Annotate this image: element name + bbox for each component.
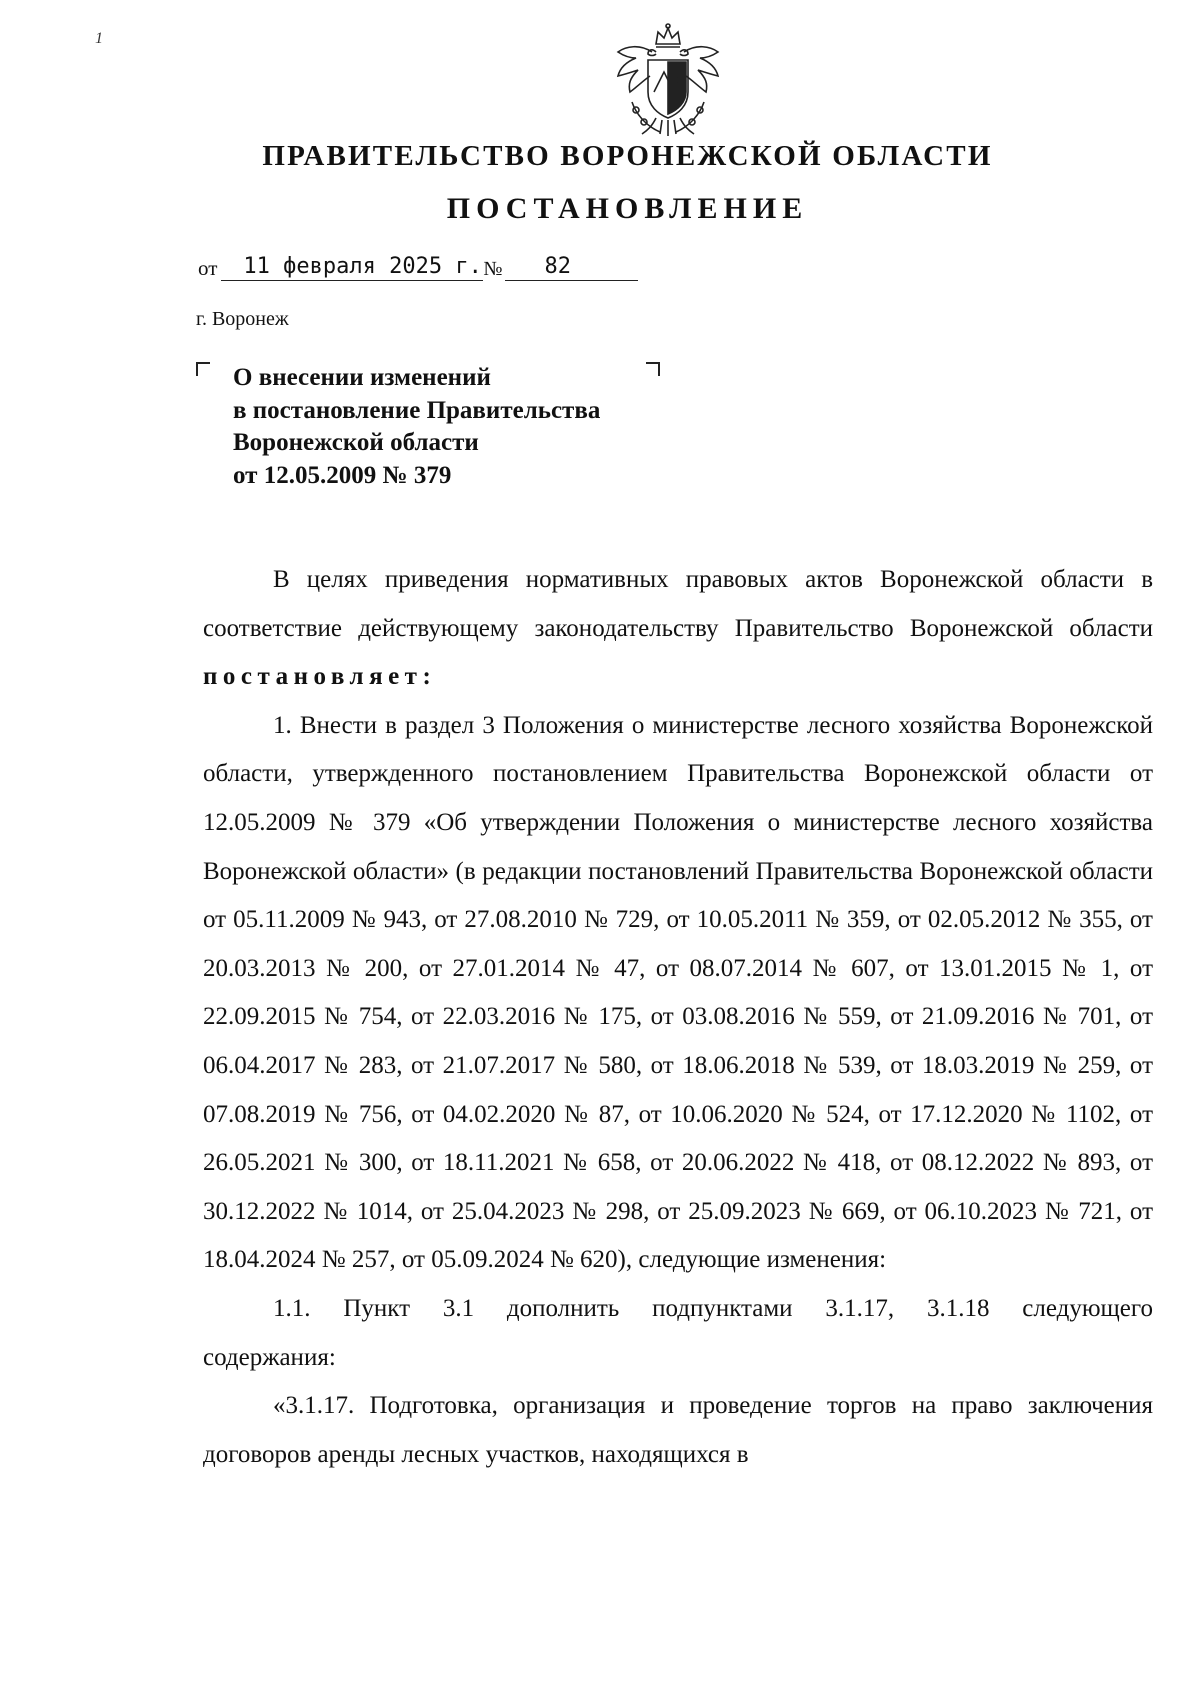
number-label: № bbox=[483, 258, 503, 280]
city: г. Воронеж bbox=[196, 308, 289, 330]
preamble-text: В целях приведения нормативных правовых актов Воронежской области в соответствие действующему законодательству Правительство Воронежской области bbox=[203, 566, 1153, 642]
preamble-paragraph bbox=[203, 556, 1153, 702]
item-3-1-17-paragraph: «3.1.17. Подготовка, организация и проведение торгов на право заключения договоров аренды лесных участков, находящихся в bbox=[203, 1392, 1153, 1468]
subject-line: О внесении изменений bbox=[233, 364, 491, 391]
item-1-1-paragraph: 1.1. Пункт 3.1 дополнить подпунктами 3.1.17, 3.1.18 следующего содержания: bbox=[203, 1294, 1153, 1371]
decree-word: постановляет: bbox=[203, 663, 437, 691]
subject-line: в постановление Правительства bbox=[233, 396, 601, 424]
from-label: от bbox=[198, 256, 218, 280]
government-name: ПРАВИТЕЛЬСТВО ВОРОНЕЖСКОЙ ОБЛАСТИ bbox=[262, 140, 993, 172]
date-number-line bbox=[198, 255, 638, 281]
page-number-mark: 1 bbox=[95, 30, 103, 47]
subject-line: от 12.05.2009 № 379 bbox=[233, 461, 452, 489]
document-type: ПОСТАНОВЛЕНИЕ bbox=[446, 192, 809, 225]
document-body bbox=[203, 556, 1153, 1479]
subject-bracket-left bbox=[196, 362, 210, 376]
coat-of-arms-icon bbox=[612, 22, 724, 140]
subject-bracket-right bbox=[646, 362, 660, 376]
decree-number: 82 bbox=[505, 255, 638, 281]
item-1-paragraph: 1. Внести в раздел 3 Положения о министерстве лесного хозяйства Воронежской области, утвержденного постановлением Правительства Воронежской области от 12.05.2009 № 379 «Об утверждении Положения о министерстве лесного хозяйства Воронежской области» (в редакции постановлений Правительства Воронежской области от 05.11.2009 № 943, от 27.08.2010 № 729, от 10.05.2011 № 359, от 02.05.2012 № 355, от 20.03.2013 № 200, от 27.01.2014 № 47, от 08.07.2014 № 607, от 13.01.2015 № 1, от 22.09.2015 № 754, от 22.03.2016 № 175, от 03.08.2016 № 559, от 21.09.2016 № 701, от 06.04.2017 № 283, от 21.07.2017 № 580, от 18.06.2018 № 539, от 18.03.2019 № 259, от 07.08.2019 № 756, от 04.02.2020 № 87, от 10.06.2020 № 524, от 17.12.2020 № 1102, от 26.05.2021 № 300, от 18.11.2021 № 658, от 20.06.2022 № 418, от 08.12.2022 № 893, от 30.12.2022 № 1014, от 25.04.2023 № 298, от 25.09.2023 № 669, от 06.10.2023 № 721, от 18.04.2024 № 257, от 05.09.2024 № 620), следующие изменения: bbox=[203, 711, 1153, 1274]
subject-line: Воронежской области bbox=[233, 429, 479, 456]
subject-block bbox=[233, 362, 600, 492]
decree-date: 11 февраля 2025 г. bbox=[221, 255, 483, 281]
